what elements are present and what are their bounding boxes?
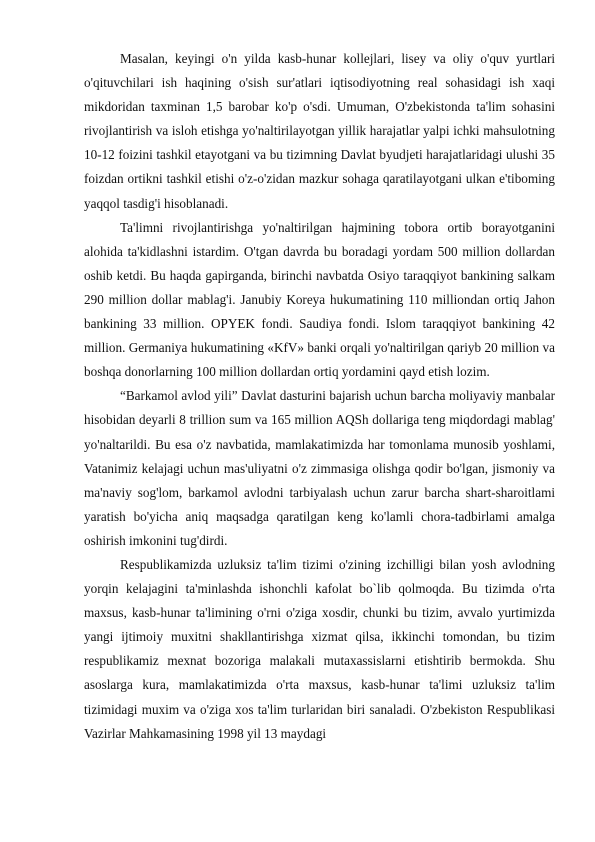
- paragraph-1: Masalan, keyingi o'n yilda kasb-hunar kollejlari, lisey va oliy o'quv yurtlari o'qituvchilari ish haqining o'sish sur'atlari iqtisodiyotning real sohasidagi ish xaqi mikdoridan taxminan 1,5 barobar ko'p o'sdi. Umuman, O'zbekistonda ta'lim sohasini rivojlantirish va isloh etishga yo'naltirilayotgan yillik harajatlar yalpi ichki mahsulotning 10-12 foizini tashkil etayotgani va bu tizimning Davlat byudjeti harajatlaridagi ulushi 35 foizdan ortikni tashkil etishi o'z-o'zidan mazkur sohaga qaratilayotgani ulkan e'tiboming yaqqol tasdig'i hisoblanadi.: [84, 51, 555, 211]
- paragraph-2: Ta'limni rivojlantirishga yo'naltirilgan hajmining tobora ortib borayotganini alohida ta'kidlashni istardim. O'tgan davrda bu boradagi yordam 500 million dollardan oshib ketdi. Bu haqda gapirganda, birinchi navbatda Osiyo taraqqiyot bankining salkam 290 million dollar mablag'i. Janubiy Koreya hukumatining 110 milliondan ortiq Jahon bankining 33 million. OPYEK fondi. Saudiya fondi. Islom taraqqiyot bankining 42 million. Germaniya hukumatining «KfV» banki orqali yo'naltirilgan qariyb 20 million va boshqa donorlarning 100 million dollardan ortiq yordamini qayd etish lozim.: [84, 219, 555, 380]
- paragraph-4: Respublikamizda uzluksiz ta'lim tizimi o'zining izchilligi bilan yosh avlodning yorqin kelajagini ta'minlashda ishonchli kafolat bo`lib qolmoqda. Bu tizimda o'rta maxsus, kasb-hunar ta'limining o'rni o'ziga xosdir, chunki bu tizim, avvalo yurtimizda yangi ijtimoiy muxitni shakllantirishga xizmat qilsa, ikkinchi tomondan, bu tizim respublikamiz mexnat bozoriga malakali mutaxassislarni etishtirib bermokda. Shu asoslarga kura, mamlakatimizda o'rta maxsus, kasb-hunar ta'limi uzluksiz ta'lim tizimidagi muxim va o'ziga xos ta'lim turlaridan biri sanaladi. O'zbekiston Respublikasi Vazirlar Mahkamasining 1998 yil 13 maydagi: [84, 556, 555, 741]
- body-text: [84, 47, 555, 746]
- paragraph-3: “Barkamol avlod yili” Davlat dasturini bajarish uchun barcha moliyaviy manbalar hisobidan deyarli 8 trillion sum va 165 million AQSh dollariga teng miqdordagi mablag' yo'naltarildi. Bu esa o'z navbatida, mamlakatimizda har tomonlama munosib yoshlami, Vatanimiz kelajagi uchun mas'uliyatni o'z zimmasiga olishga qodir bo'lgan, jismoniy va ma'naviy sog'lom, barkamol avlodni tarbiyalash uchun zarur barcha shart-sharoitlami yaratish bo'yicha aniq maqsadga qaratilgan keng ko'lamli chora-tadbirlami amalga oshirish imkonini tug'dirdi.: [84, 388, 555, 548]
